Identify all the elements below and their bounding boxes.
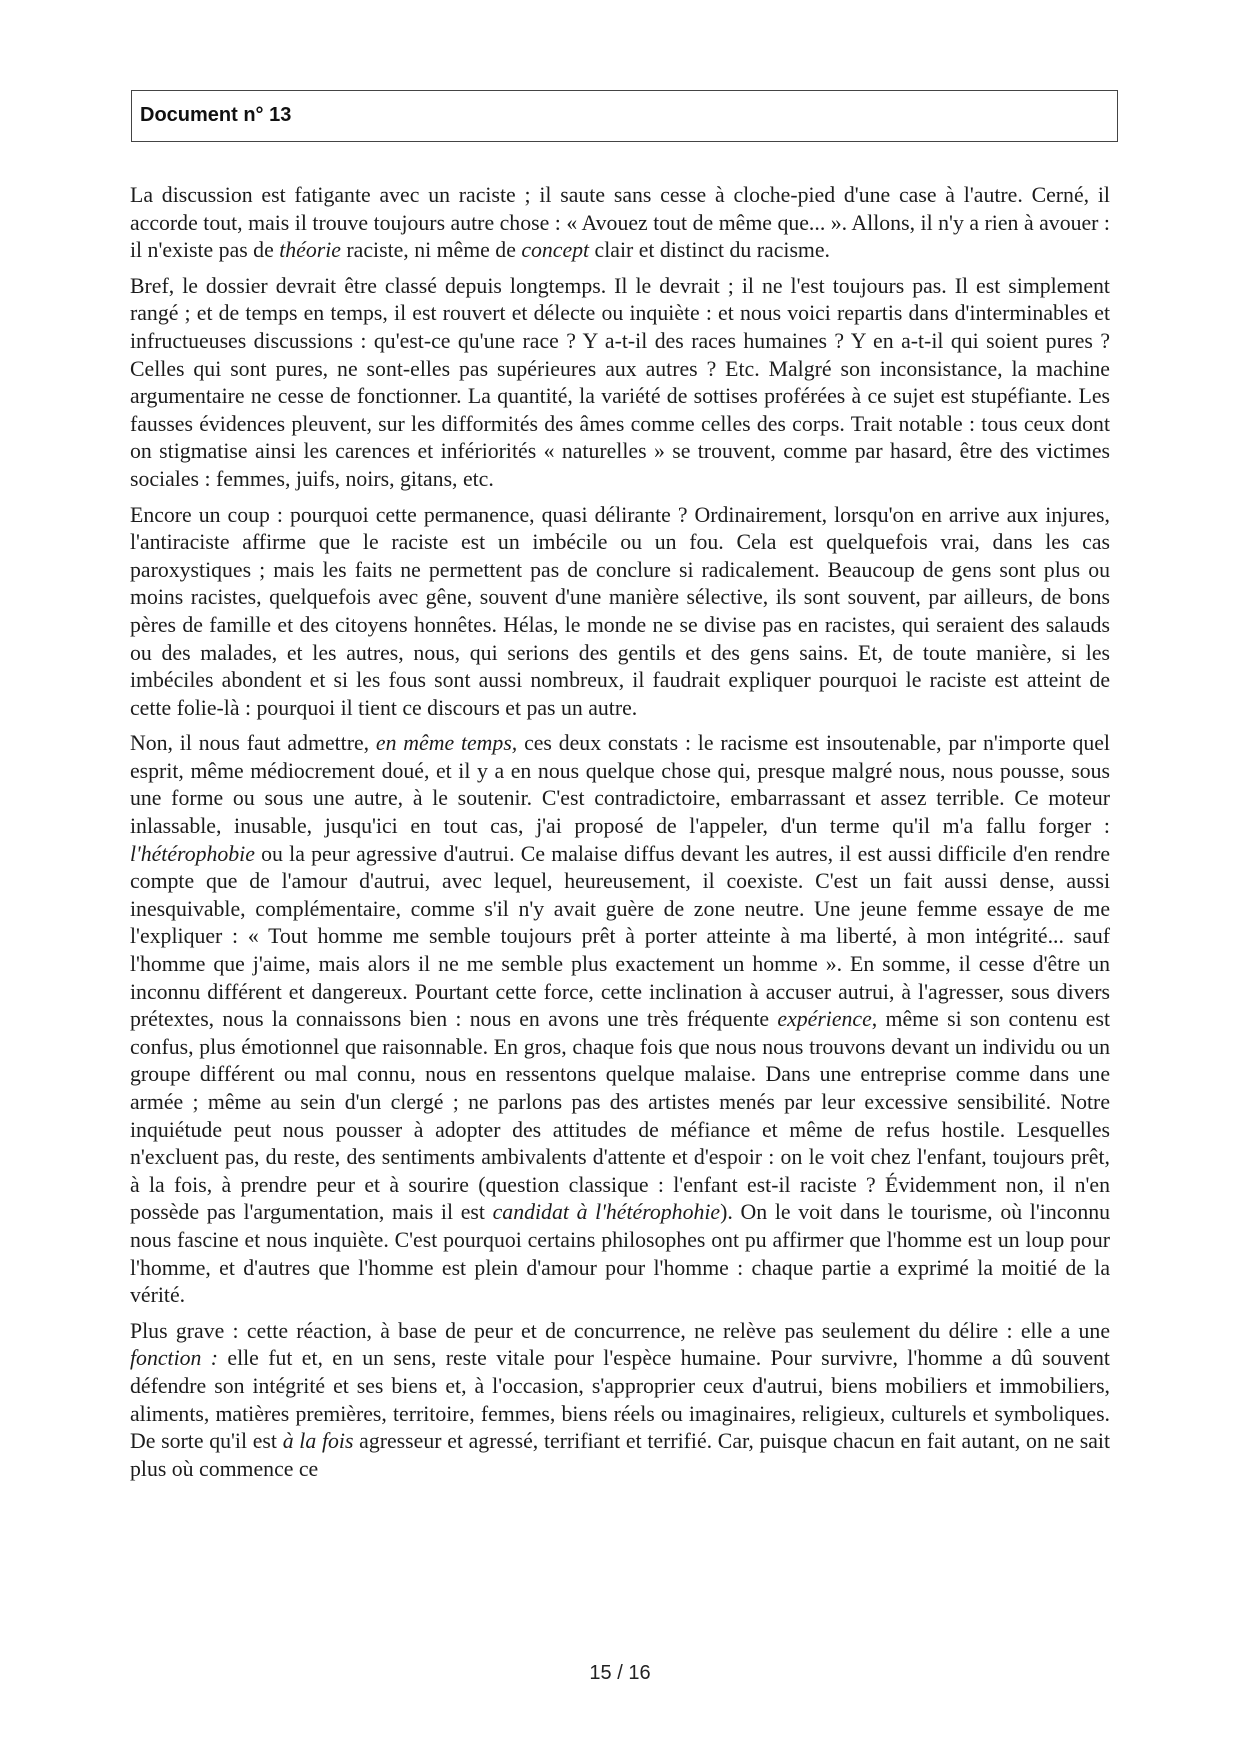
- text-segment: Plus grave : cette réaction, à base de peur et de concurrence, ne relève pas seulement du délire : elle a une: [130, 1318, 1110, 1343]
- italic-text-segment: l'hétérophobie: [130, 841, 255, 866]
- document-header-box: [131, 90, 1118, 142]
- italic-text-segment: fonction :: [130, 1346, 219, 1371]
- italic-text-segment: en même temps,: [375, 731, 518, 756]
- italic-text-segment: candidat à l'hétérophohie: [492, 1200, 721, 1225]
- text-segment: Encore un coup : pourquoi cette permanence, quasi délirante ? Ordinairement, lorsqu'on en arrive aux injures, l'antiraciste affirme que le raciste est un imbécile ou un fou. Cela est quelquefois vrai, dans les cas paroxystiques ; mais les faits ne permettent pas de conclure si radicalement. Beaucoup de gens sont plus ou moins racistes, quelquefois avec gêne, souvent d'une manière sélective, ils sont souvent, par ailleurs, de bons pères de famille et des citoyens honnêtes. Hélas, le monde ne se divise pas en racistes, qui seraient des salauds ou des malades, et les autres, nous, qui serions des gentils et des gens sains. Et, de toute manière, si les imbéciles abondent et si les fous sont aussi nombreux, il faudrait expliquer pourquoi le raciste est atteint de cette folie-là : pourquoi il tient ce discours et pas un autre.: [130, 502, 1110, 720]
- text-segment: Non, il nous faut admettre,: [130, 731, 376, 756]
- document-title: Document n° 13: [140, 104, 292, 126]
- text-segment: raciste, ni même de: [340, 238, 522, 263]
- italic-text-segment: à la fois: [282, 1429, 354, 1454]
- text-segment: elle fut et, en un sens, reste vitale pour l'espèce humaine. Pour survivre, l'homme a dû souvent défendre son intégrité et ses biens et, à l'occasion, s'approprier ceux d'autrui, biens mobiliers et immobiliers, aliments, matières premières, territoire, femmes, biens réels ou imaginaires, religieux, culturels et symboliques. De sorte qu'il est: [130, 1346, 1110, 1454]
- text-segment: , même si son contenu est confus, plus émotionnel que raisonnable. En gros, chaque fois que nous nous trouvons devant un individu ou un groupe différent ou mal connu, nous en ressentons quelque malaise. Dans une entreprise comme dans une armée ; même au sein d'un clergé ; ne parlons pas des artistes menés par leur excessive sensibilité. Notre inquiétude peut nous pousser à adopter des attitudes de méfiance et même de refus hostile. Lesquelles n'excluent pas, du reste, des sentiments ambivalents d'attente et d'espoir : on le voit chez l'enfant, toujours prêt, à la fois, à prendre peur et à sourire (question classique : l'enfant est-il raciste ? Évidemment non, il n'en possède pas l'argumentation, mais il est: [130, 1007, 1111, 1225]
- text-segment: Bref, le dossier devrait être classé depuis longtemps. Il le devrait ; il ne l'est toujours pas. Il est simplement rangé ; et de temps en temps, il est rouvert et délecte ou inquiète : et nous voici repartis dans d'interminables et infructueuses discussions : qu'est-ce qu'une race ? Y a-t-il des races humaines ? Y en a-t-il qui soient pures ? Celles qui sont pures, ne sont-elles pas supérieures aux autres ? Etc. Malgré son inconsistance, la machine argumentaire ne cesse de fonctionner. La quantité, la variété de sottises proférées à ce sujet est stupéfiante. Les fausses évidences pleuvent, sur les difformités des âmes comme celles des corps. Trait notable : tous ceux dont on stigmatise ainsi les carences et infériorités « naturelles » se trouvent, comme par hasard, être des victimes sociales : femmes, juifs, noirs, gitans, etc.: [130, 273, 1110, 491]
- paragraph: [130, 730, 1110, 1309]
- text-segment: clair et distinct du racisme.: [589, 238, 831, 263]
- document-body: [130, 182, 1110, 1491]
- paragraph: [130, 182, 1110, 265]
- paragraph: [130, 1318, 1110, 1484]
- italic-text-segment: expérience: [777, 1007, 872, 1032]
- italic-text-segment: théorie: [279, 238, 341, 263]
- text-segment: ). On le voit dans le tourisme, où l'inconnu nous fascine et nous inquiète. C'est pourquoi certains philosophes ont pu affirmer que l'homme est un loup pour l'homme, et d'autres que l'homme est plein d'amour pour l'homme : chaque partie a exprimé la moitié de la vérité.: [130, 1200, 1111, 1308]
- text-segment: La discussion est fatigante avec un raciste ; il saute sans cesse à cloche-pied d'une case à l'autre. Cerné, il accorde tout, mais il trouve toujours autre chose : « Avouez tout de même que... ». Allons, il n'y a rien à avouer : il n'existe pas de: [130, 183, 1110, 263]
- page-number: 15 / 16: [589, 1662, 651, 1684]
- text-segment: ces deux constats : le racisme est insoutenable, par n'importe quel esprit, même médiocrement doué, et il y a en nous quelque chose qui, presque malgré nous, nous pousse, sous une forme ou sous une autre, à le soutenir. C'est contradictoire, embarrassant et assez terrible. Ce moteur inlassable, inusable, jusqu'ici en tout cas, j'ai proposé de l'appeler, d'un terme qu'il m'a fallu forger :: [130, 731, 1110, 839]
- italic-text-segment: concept: [521, 238, 590, 263]
- paragraph: [130, 273, 1110, 494]
- text-segment: agresseur et agressé, terrifiant et terrifié. Car, puisque chacun en fait autant, on ne sait plus où commence ce: [130, 1429, 1111, 1481]
- text-segment: ou la peur agressive d'autrui. Ce malaise diffus devant les autres, il est aussi difficile d'en rendre compte que de l'amour d'autrui, avec lequel, heureusement, il coexiste. C'est un fait aussi dense, aussi inesquivable, complémentaire, comme s'il n'y avait guère de zone neutre. Une jeune femme essaye de me l'expliquer : « Tout homme me semble toujours prêt à porter atteinte à ma liberté, à mon intégrité... sauf l'homme que j'aime, mais alors il ne me semble plus exactement un homme ». En somme, il cesse d'être un inconnu différent et dangereux. Pourtant cette force, cette inclination à accuser autrui, à l'agresser, sous divers prétextes, nous la connaissons bien : nous en avons une très fréquente: [130, 841, 1110, 1032]
- paragraph: [130, 502, 1110, 723]
